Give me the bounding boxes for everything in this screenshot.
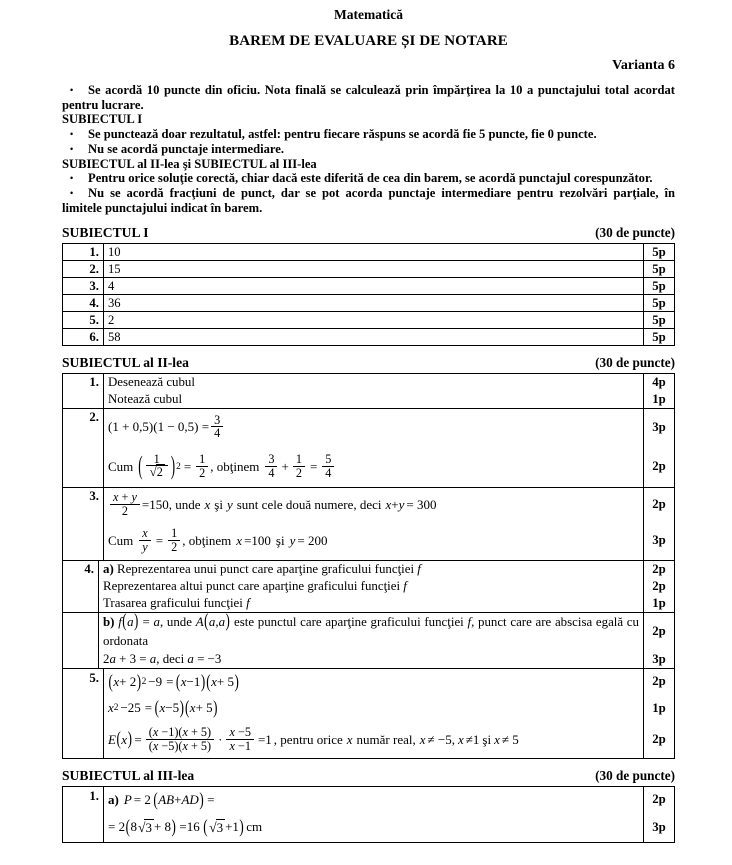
- line-points: 3p: [652, 819, 666, 834]
- formula-row: [104, 787, 644, 813]
- table-row: [63, 668, 675, 758]
- solution-subblock-b: [63, 610, 674, 668]
- fraction-one-over-sqrt2: $\frac{1}{√2}$: [146, 453, 168, 480]
- section-3-points: (30 de puncte): [595, 767, 675, 783]
- line-points: 2p: [652, 561, 666, 576]
- solution-line: [99, 578, 674, 595]
- paren-open: (: [138, 449, 143, 481]
- row-answer: 36: [104, 294, 644, 311]
- solution-line: [104, 522, 674, 560]
- section-2-title: SUBIECTUL al II-lea: [62, 354, 189, 370]
- section-heading-subiectul-3: [62, 768, 675, 784]
- instruction-rule-1: •Se punctează doar rezultatul, astfel: pentru fiecare răspuns se acordă fie 5 puncte, fie 0 puncte.: [62, 127, 675, 142]
- table-row: [63, 408, 675, 487]
- row-number: 4.: [63, 294, 104, 311]
- fraction-three-quarters: $\frac{3}{4}$: [211, 414, 223, 440]
- line-points: 2p: [652, 674, 666, 689]
- fraction-one-half: $\frac{1}{2}$: [196, 453, 208, 479]
- solution-line: [104, 391, 674, 408]
- fraction-three-quarters: $\frac{3}{4}$: [265, 453, 277, 479]
- row-number: 3.: [63, 277, 104, 294]
- section-3-title: SUBIECTUL al III-lea: [62, 767, 195, 783]
- row-points: 5p: [644, 294, 675, 311]
- line-points: 1p: [652, 391, 666, 406]
- row-number-spacer: [63, 613, 99, 668]
- table-row: [63, 560, 675, 668]
- function-symbol-f: f: [417, 561, 421, 576]
- row-number: 1.: [63, 243, 104, 260]
- fraction-x-minus-5-over-x-minus-1: $\frac{x -5}{x -1}$: [226, 726, 254, 752]
- instruction-rule-2: •Nu se acordă punctaje intermediare.: [62, 142, 675, 157]
- bullet-icon: [62, 127, 88, 142]
- fraction-one-half: $\frac{1}{2}$: [168, 527, 180, 553]
- solution-line: [104, 813, 674, 842]
- formula-row: [104, 409, 644, 447]
- section-heading-subiectul-1: [62, 225, 675, 241]
- solution-text: Desenează cubul: [104, 374, 644, 391]
- line-points: 1p: [652, 595, 666, 610]
- part-label-a: a): [103, 561, 114, 576]
- formula-expression: $\frac{x + y}{2}$ =150 , unde x şi y sunt cele două numere, deci x + y = 300: [108, 492, 639, 518]
- fraction-x-plus-y-over-2: $\frac{x + y}{2}$: [110, 491, 140, 517]
- solution-text: a) Reprezentarea unui punct care aparţine graficului funcţiei f: [99, 561, 644, 578]
- row-points: 5p: [644, 311, 675, 328]
- section-1-points: (30 de puncte): [595, 224, 675, 240]
- variant-label: Varianta 6: [612, 57, 675, 73]
- fraction-E-main: $\frac{(x -1)(x + 5)}{(x -5)(x + 5)}$: [146, 726, 214, 752]
- line-points: 3p: [652, 533, 666, 548]
- table-row: [63, 786, 675, 842]
- paren-close: ): [170, 449, 176, 481]
- instruction-heading-subiectul-1: SUBIECTUL I: [62, 112, 143, 127]
- solution-line: [99, 651, 674, 668]
- row-number: 3.: [63, 487, 104, 560]
- part-label-b: b): [103, 614, 115, 629]
- row-answer: 10: [104, 243, 644, 260]
- table-row: [63, 277, 675, 294]
- instruction-rule-3: •Pentru orice soluţie corectă, chiar dacă este diferită de cea din barem, se acordă punctajul corespunzător.: [62, 171, 675, 186]
- row-points: 5p: [644, 328, 675, 345]
- section-heading-subiectul-2: [62, 355, 675, 371]
- solution-line: [104, 374, 674, 391]
- row-number: 5.: [63, 311, 104, 328]
- row-content: [104, 487, 675, 560]
- formula-expression-E-of-x: E ( x ) = $\frac{(x -1)(x + 5)}{(x -5)(x + 5)}$ · $\frac{x -5}{x -1}$ =1 , pentru orice x număr real, x ≠ −5 , x ≠1 şi x ≠ 5: [108, 725, 519, 753]
- line-points: 2p: [652, 578, 666, 593]
- row-points: 5p: [644, 260, 675, 277]
- instruction-heading-subiectul-2-3: SUBIECTUL al II-lea şi SUBIECTUL al III-lea: [62, 156, 317, 171]
- formula-row: [104, 488, 644, 522]
- solution-line: [104, 695, 674, 722]
- subiectul-3-table: [62, 786, 675, 843]
- function-symbol-f: f: [246, 595, 250, 610]
- formula-row: [104, 722, 644, 758]
- row-content: [104, 408, 675, 487]
- solution-subblock-a: [63, 561, 674, 613]
- formula-expression: x 2 −25 = ( x −5 ) ( x + 5 ): [108, 695, 218, 718]
- section-2-points: (30 de puncte): [595, 354, 675, 370]
- formula-expression: = 2 ( 8 √3 + 8 ) =16 ( √3 +1 ) cm: [108, 814, 263, 837]
- fraction-x-over-y: $\frac{x}{y}$: [139, 527, 150, 553]
- formula-expression: (1 + 0,5)(1 − 0,5) = $\frac{3}{4}$: [108, 415, 639, 441]
- sqrt-3-icon: √3: [209, 819, 224, 835]
- solution-line: [104, 488, 674, 522]
- row-number: 5.: [63, 668, 104, 758]
- page-subject-title: Matematică: [334, 7, 403, 22]
- formula-row: [104, 669, 644, 695]
- line-points: 3p: [652, 419, 666, 434]
- solution-line: [99, 595, 674, 612]
- subiectul-2-table: [62, 373, 675, 759]
- formula-expression: Cum ( $\frac{1}{√2}$ ) 2 = $\frac{1}{2}$ , obţinem $\frac{3}{4}$ + $\frac{1}{2}$ = $\frac{5}{4}$: [108, 453, 639, 480]
- row-number: 2.: [63, 408, 104, 487]
- formula-expression: a) P = 2 ( AB + AD ) =: [108, 787, 215, 810]
- solution-text: b) f(a) = a, unde A(a,a) este punctul care aparţine graficului funcţiei f, punct care are abscisa egală cu ordonata: [99, 613, 644, 651]
- table-row: [63, 243, 675, 260]
- row-number: 1.: [63, 786, 104, 842]
- row-points: 5p: [644, 277, 675, 294]
- formula-expression: Cum $\frac{x}{y}$ = $\frac{1}{2}$ , obţinem x =100 şi y = 200: [108, 526, 328, 554]
- fraction-one-half: $\frac{1}{2}$: [293, 453, 305, 479]
- bullet-icon: [62, 83, 88, 98]
- row-answer: 58: [104, 328, 644, 345]
- solution-text: Trasarea graficului funcţiei f: [99, 595, 644, 612]
- sqrt-3-icon: √3: [137, 819, 152, 835]
- solution-line: [99, 561, 674, 578]
- row-number: 6.: [63, 328, 104, 345]
- row-points: 5p: [644, 243, 675, 260]
- row-content: [104, 373, 675, 408]
- solution-line: [104, 669, 674, 695]
- row-number: 1.: [63, 373, 104, 408]
- solution-line: [104, 722, 674, 758]
- solution-line: [104, 409, 674, 447]
- subiectul-1-table: [62, 243, 675, 346]
- row-content: [63, 560, 675, 668]
- section-1-title: SUBIECTUL I: [62, 224, 149, 240]
- row-number: 2.: [63, 260, 104, 277]
- fraction-five-quarters: $\frac{5}{4}$: [322, 453, 334, 479]
- row-answer: 4: [104, 277, 644, 294]
- line-points: 2p: [652, 732, 666, 747]
- formula-expression: ( x + 2 ) 2 −9 = ( x −1 ) ( x + 5 ): [108, 669, 239, 692]
- row-content: [104, 786, 675, 842]
- part-label-a: a): [108, 792, 119, 808]
- line-points: 3p: [652, 651, 666, 666]
- row-answer: 15: [104, 260, 644, 277]
- table-row: [63, 487, 675, 560]
- formula-row: [104, 813, 644, 842]
- grading-instructions: [62, 83, 675, 216]
- line-points: 2p: [652, 459, 666, 474]
- bullet-icon: [62, 171, 88, 186]
- table-row: [63, 311, 675, 328]
- solution-line: [104, 787, 674, 813]
- formula-row: [104, 695, 644, 722]
- function-symbol-f: f: [467, 614, 472, 629]
- bullet-icon: [62, 186, 88, 201]
- line-points: 2p: [652, 792, 666, 807]
- solution-text: Notează cubul: [104, 391, 644, 408]
- table-row: [63, 328, 675, 345]
- solution-line: [99, 610, 674, 651]
- row-number: 4.: [63, 561, 99, 612]
- solution-line: [104, 446, 674, 487]
- exponent-two: 2: [176, 461, 181, 472]
- row-answer: 2: [104, 311, 644, 328]
- page-title: BAREM DE EVALUARE ȘI DE NOTARE: [229, 33, 508, 50]
- solution-text: Reprezentarea altui punct care aparţine graficului funcţiei f: [99, 578, 644, 595]
- solution-text: 2a + 3 = a, deci a = −3: [99, 651, 644, 668]
- bullet-icon: [62, 142, 88, 157]
- formula-row: [104, 522, 644, 560]
- line-points: 4p: [652, 374, 666, 389]
- table-row: [63, 294, 675, 311]
- line-points: 1p: [652, 700, 666, 715]
- table-row: [63, 260, 675, 277]
- instruction-office-points: •Se acordă 10 puncte din oficiu. Nota finală se calculează prin împărţirea la 10 a punctajului total acordat pentru lucrare.: [62, 83, 675, 112]
- line-points: 2p: [652, 497, 666, 512]
- row-content: [104, 668, 675, 758]
- line-points: 2p: [652, 624, 666, 639]
- table-row: [63, 373, 675, 408]
- instruction-rule-4: •Nu se acordă fracţiuni de punct, dar se pot acorda punctaje intermediare pentru rezolvări parţiale, în limitele punctajului indicat în barem.: [62, 186, 675, 215]
- function-symbol-f: f: [403, 578, 407, 593]
- formula-row: [104, 446, 644, 487]
